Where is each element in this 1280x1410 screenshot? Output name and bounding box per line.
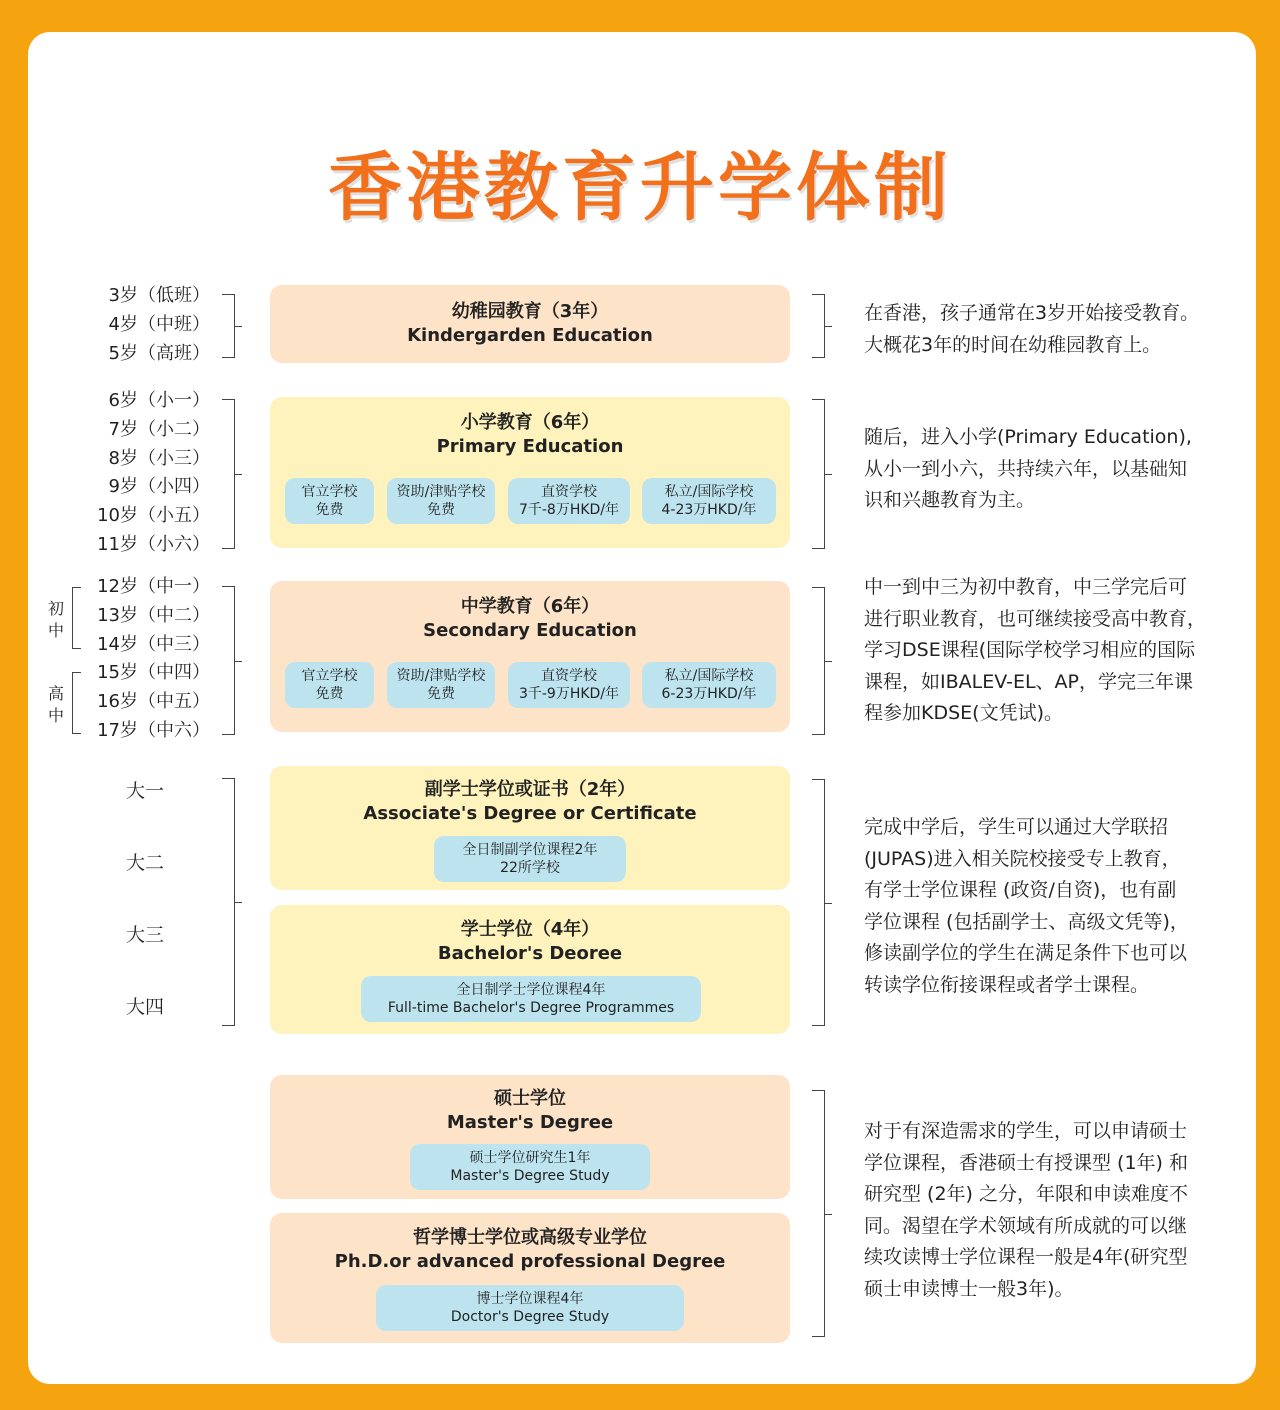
school-type-name: 官立学校: [301, 668, 358, 684]
programme-name: 全日制学士学位课程4年: [456, 982, 606, 998]
description-line: 同。渴望在学术领域有所成就的可以继: [864, 1214, 1188, 1237]
year-text: 大一: [125, 780, 164, 802]
primary-left-brace: [222, 399, 235, 549]
programme-name: 全日制副学位课程2年: [462, 842, 598, 858]
school-type-name: 资助/津贴学校: [396, 484, 486, 500]
age-label: 3岁（低班）: [108, 285, 210, 306]
tertiary-left-brace: [222, 778, 235, 1026]
phd-degree-box: [270, 1213, 790, 1343]
school-type-pill: [387, 662, 495, 708]
description-line: 在香港，孩子通常在3岁开始接受教育。: [864, 302, 1200, 324]
university-year-label: [90, 849, 200, 877]
school-type-pill: [642, 662, 776, 708]
description-line: 程参加KDSE(文凭试)。: [864, 702, 1063, 724]
programme-name: 博士学位课程4年: [476, 1291, 584, 1307]
description-line: 学位课程 (包括副学士、高级文凭等)，: [864, 910, 1189, 933]
university-year-label: [90, 777, 200, 805]
university-year-label: [90, 993, 200, 1021]
label-char: 中: [47, 621, 64, 640]
description-line: 进行职业教育，也可继续接受高中教育，: [864, 607, 1207, 630]
primary-title-cn: 小学教育（6年）: [460, 412, 600, 433]
description-line: 续攻读博士学位课程一般是4年(研究型: [864, 1246, 1188, 1268]
kindergarten-title-en: Kindergarden Education: [407, 325, 653, 346]
master-programme-pill: [410, 1144, 650, 1190]
school-type-fee: 免费: [315, 686, 344, 702]
phd-programme-pill: [376, 1285, 684, 1331]
school-type-fee: 3千-9万HKD/年: [518, 686, 620, 702]
age-label: 11岁（小六）: [97, 534, 210, 555]
age-label: 7岁（小二）: [108, 419, 210, 440]
description-line: 学习DSE课程(国际学校学习相应的国际: [864, 639, 1196, 661]
kindergarten-box: [270, 285, 790, 363]
school-type-name: 私立/国际学校: [664, 668, 754, 684]
school-type-pill: [642, 478, 776, 524]
secondary-right-brace: [812, 587, 825, 735]
university-year-label: [90, 921, 200, 949]
bachelor-degree-box: [270, 905, 790, 1034]
description-line: 硕士申读博士一般3年)。: [864, 1277, 1074, 1300]
school-type-pill: [285, 662, 374, 708]
label-char: 中: [47, 706, 64, 725]
age-label: 17岁（中六）: [97, 720, 210, 741]
label-char: 高: [47, 684, 64, 703]
school-type-fee: 7千-8万HKD/年: [518, 502, 620, 518]
description-line: 识和兴趣教育为主。: [864, 489, 1036, 511]
bachelor-title-cn: 学士学位（4年）: [460, 919, 600, 940]
description-line: 课程，如IBALEV-EL、AP，学完三年课: [864, 670, 1194, 693]
description-line: 中一到中三为初中教育，中三学完后可: [864, 576, 1188, 598]
description-line: 学位课程，香港硕士有授课型 (1年) 和: [864, 1151, 1188, 1174]
description-line: 从小一到小六，共持续六年，以基础知: [864, 457, 1188, 480]
primary-title-en: Primary Education: [436, 436, 624, 457]
school-type-name: 官立学校: [301, 484, 358, 500]
programme-name: 硕士学位研究生1年: [469, 1150, 591, 1166]
tertiary-right-brace: [812, 779, 825, 1026]
label-char: 初: [47, 599, 64, 618]
kindergarten-left-brace: [222, 294, 235, 358]
kindergarten-right-brace: [812, 294, 825, 358]
school-type-pill: [285, 478, 374, 524]
description-line: 有学士学位课程 (政资/自资)，也有副: [864, 879, 1177, 901]
age-label: 9岁（小四）: [108, 476, 210, 497]
school-type-fee: 免费: [427, 502, 455, 518]
age-label: 12岁（中一）: [97, 576, 210, 597]
secondary-box: [270, 581, 790, 732]
school-type-pill: [508, 478, 630, 524]
age-label: 13岁（中二）: [97, 605, 210, 626]
year-text: 大三: [125, 924, 164, 946]
description-line: 转读学位衔接课程或者学士课程。: [864, 973, 1150, 996]
tertiary-description: [864, 812, 1234, 1001]
school-type-fee: 免费: [427, 686, 455, 702]
programme-detail: Full-time Bachelor's Degree Programmes: [387, 1000, 675, 1016]
age-label: 8岁（小三）: [108, 448, 210, 469]
page-title: 香港教育升学体制: [328, 145, 952, 231]
age-label: 6岁（小一）: [108, 390, 210, 411]
programme-detail: Doctor's Degree Study: [450, 1309, 610, 1325]
bachelor-programme-pill: [361, 976, 701, 1022]
description-line: 研究型 (2年) 之分，年限和申读难度不: [864, 1183, 1188, 1205]
school-type-name: 私立/国际学校: [664, 484, 754, 500]
age-label: 14岁（中三）: [97, 634, 210, 655]
age-label: 10岁（小五）: [97, 505, 210, 526]
school-type-fee: 免费: [315, 502, 344, 518]
school-type-name: 资助/津贴学校: [396, 668, 486, 684]
master-degree-box: [270, 1075, 790, 1199]
description-line: (JUPAS)进入相关院校接受专上教育，: [864, 847, 1181, 870]
school-type-fee: 6-23万HKD/年: [661, 686, 757, 702]
primary-right-brace: [812, 399, 825, 549]
school-type-name: 直资学校: [541, 484, 597, 500]
associate-title-cn: 副学士学位或证书（2年）: [424, 779, 636, 800]
master-title-en: Master's Degree: [446, 1112, 614, 1133]
age-label: 15岁（中四）: [97, 662, 210, 683]
school-type-pill: [508, 662, 630, 708]
description-line: 大概花3年的时间在幼稚园教育上。: [864, 333, 1162, 356]
associate-title-en: Associate's Degree or Certificate: [363, 803, 697, 824]
secondary-left-brace: [222, 586, 235, 735]
description-line: 随后，进入小学(Primary Education),: [864, 426, 1192, 448]
school-type-name: 直资学校: [541, 668, 597, 684]
age-label: 4岁（中班）: [108, 314, 210, 335]
age-label: 5岁（高班）: [108, 343, 210, 364]
year-text: 大四: [125, 996, 164, 1018]
phd-title-en: Ph.D.or advanced professional Degree: [334, 1251, 726, 1272]
phd-title-cn: 哲学博士学位或高级专业学位: [413, 1227, 647, 1248]
master-title-cn: 硕士学位: [494, 1088, 566, 1109]
postgraduate-right-brace: [812, 1090, 825, 1337]
programme-detail: 22所学校: [500, 860, 560, 876]
primary-box: [270, 397, 790, 548]
age-label: 16岁（中五）: [97, 691, 210, 712]
description-line: 对于有深造需求的学生，可以申请硕士: [864, 1120, 1188, 1142]
primary-description: [864, 422, 1234, 517]
bachelor-title-en: Bachelor's Deoree: [437, 943, 623, 964]
secondary-title-cn: 中学教育（6年）: [460, 596, 600, 617]
postgraduate-description: [864, 1116, 1234, 1305]
school-type-pill: [387, 478, 495, 524]
associate-programme-pill: [434, 836, 626, 882]
year-text: 大二: [125, 852, 164, 874]
school-type-fee: 4-23万HKD/年: [661, 502, 757, 518]
associate-degree-box: [270, 766, 790, 890]
kindergarten-description: [864, 298, 1234, 361]
description-line: 修读副学位的学生在满足条件下也可以: [864, 942, 1188, 964]
secondary-description: [864, 572, 1234, 730]
secondary-title-en: Secondary Education: [423, 620, 637, 641]
description-line: 完成中学后，学生可以通过大学联招: [864, 816, 1169, 838]
kindergarten-title-cn: 幼稚园教育（3年）: [451, 301, 609, 322]
programme-detail: Master's Degree Study: [450, 1168, 610, 1184]
